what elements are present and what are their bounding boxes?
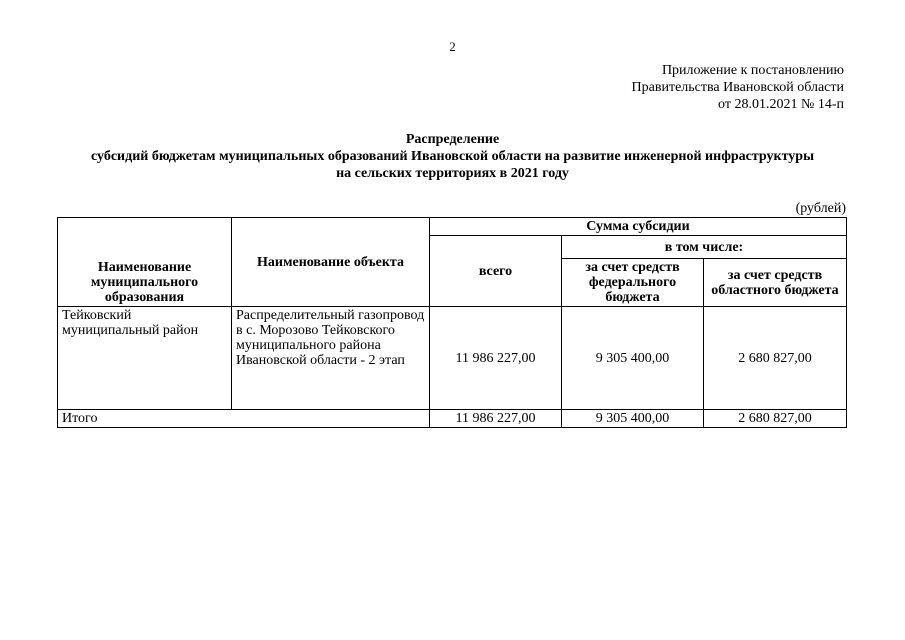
annex-line-1: Приложение к постановлению [661,63,844,78]
annex-line-2: Правительства Ивановской области [631,80,844,95]
total-federal: 9 305 400,00 [562,410,704,428]
total-regional: 2 680 827,00 [704,410,847,428]
cell-object: Распределительный газопровод в с. Морозово Тейковского муниципального района Ивановской области - 2 этап [232,307,430,410]
total-sum: 11 986 227,00 [430,410,562,428]
title-line-2: субсидий бюджетам муниципальных образований Ивановской области на развитие инженерной инфраструктуры [90,149,815,164]
cell-federal: 9 305 400,00 [562,307,704,410]
units-label: (рублей) [795,201,846,216]
subsidy-table [57,217,847,428]
title-line-1: Распределение [405,132,500,147]
header-row-1 [58,218,847,236]
cell-municipality: Тейковский муниципальный район [58,307,232,410]
header-total: всего [430,236,562,307]
header-municipality: Наименование муниципального образования [58,218,232,307]
page-number: 2 [449,39,456,54]
cell-total: 11 986 227,00 [430,307,562,410]
annex-block [632,62,844,113]
annex-line-3: от 28.01.2021 № 14-п [718,97,844,112]
cell-regional: 2 680 827,00 [704,307,847,410]
header-including: в том числе: [562,236,847,259]
total-row [58,410,847,428]
table-row [58,307,847,410]
document-title [0,131,905,182]
header-subsidy-sum: Сумма субсидии [430,218,847,236]
header-object: Наименование объекта [232,218,430,307]
title-line-3: на сельских территориях в 2021 году [336,166,569,181]
header-federal: за счет средств федерального бюджета [562,259,704,307]
total-label: Итого [58,410,430,428]
header-regional: за счет средств областного бюджета [704,259,847,307]
